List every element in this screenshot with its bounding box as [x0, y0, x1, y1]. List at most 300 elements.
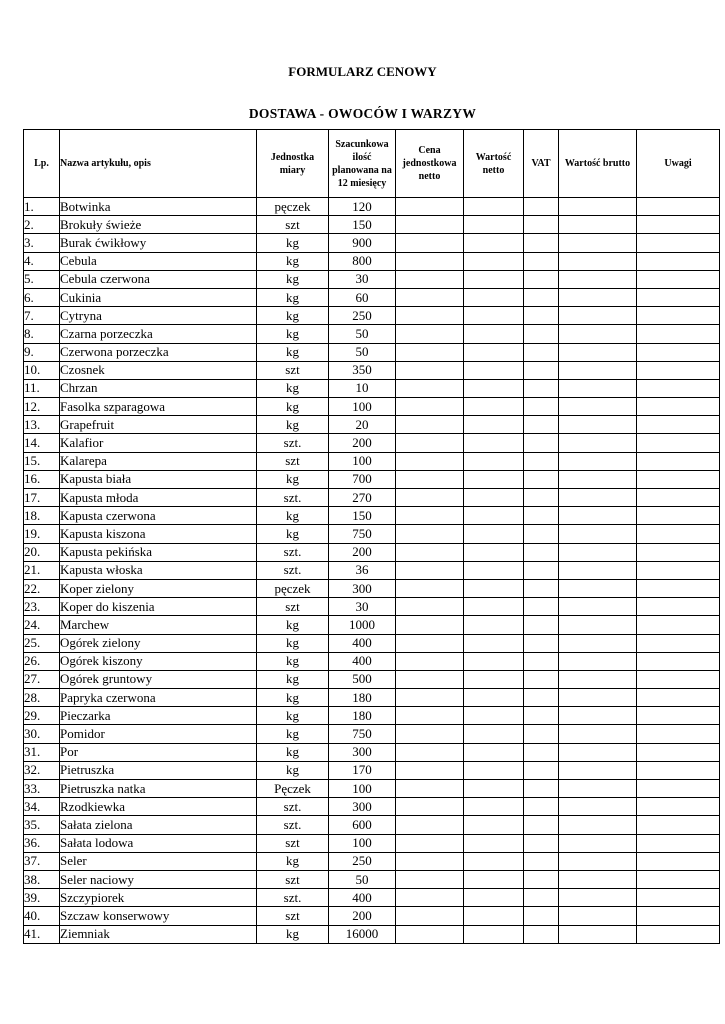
cell-notes — [637, 670, 720, 688]
cell-net — [464, 634, 524, 652]
cell-price — [396, 525, 464, 543]
cell-lp: 38. — [24, 870, 60, 888]
cell-vat — [524, 307, 559, 325]
cell-lp: 2. — [24, 216, 60, 234]
table-row — [24, 561, 720, 579]
header-qty: Szacunkowa ilość planowana na 12 miesięcy — [329, 130, 396, 198]
cell-price — [396, 634, 464, 652]
table-row — [24, 689, 720, 707]
cell-vat — [524, 634, 559, 652]
cell-unit: kg — [257, 525, 329, 543]
cell-gross — [559, 270, 637, 288]
cell-gross — [559, 780, 637, 798]
cell-name: Szczypiorek — [60, 889, 257, 907]
cell-name: Papryka czerwona — [60, 689, 257, 707]
cell-qty: 350 — [329, 361, 396, 379]
cell-name: Czarna porzeczka — [60, 325, 257, 343]
header-notes: Uwagi — [637, 130, 720, 198]
cell-unit: szt. — [257, 889, 329, 907]
cell-gross — [559, 689, 637, 707]
cell-lp: 9. — [24, 343, 60, 361]
cell-price — [396, 270, 464, 288]
cell-price — [396, 834, 464, 852]
cell-net — [464, 598, 524, 616]
cell-name: Fasolka szparagowa — [60, 398, 257, 416]
cell-unit: kg — [257, 288, 329, 306]
cell-gross — [559, 834, 637, 852]
cell-name: Ogórek gruntowy — [60, 670, 257, 688]
cell-gross — [559, 507, 637, 525]
cell-unit: szt. — [257, 434, 329, 452]
cell-notes — [637, 780, 720, 798]
cell-notes — [637, 743, 720, 761]
cell-vat — [524, 834, 559, 852]
cell-name: Sałata lodowa — [60, 834, 257, 852]
cell-unit: szt — [257, 216, 329, 234]
cell-name: Botwinka — [60, 198, 257, 216]
cell-notes — [637, 870, 720, 888]
cell-net — [464, 816, 524, 834]
cell-net — [464, 434, 524, 452]
cell-net — [464, 361, 524, 379]
cell-gross — [559, 216, 637, 234]
cell-qty: 50 — [329, 870, 396, 888]
cell-lp: 29. — [24, 707, 60, 725]
cell-notes — [637, 598, 720, 616]
cell-price — [396, 507, 464, 525]
cell-notes — [637, 725, 720, 743]
cell-name: Kapusta czerwona — [60, 507, 257, 525]
cell-name: Pietruszka natka — [60, 780, 257, 798]
cell-unit: szt. — [257, 816, 329, 834]
cell-gross — [559, 634, 637, 652]
cell-notes — [637, 852, 720, 870]
cell-notes — [637, 561, 720, 579]
cell-qty: 270 — [329, 489, 396, 507]
cell-net — [464, 307, 524, 325]
cell-vat — [524, 489, 559, 507]
cell-net — [464, 616, 524, 634]
cell-unit: kg — [257, 470, 329, 488]
cell-unit: szt — [257, 907, 329, 925]
cell-price — [396, 798, 464, 816]
cell-net — [464, 288, 524, 306]
cell-gross — [559, 598, 637, 616]
table-row — [24, 907, 720, 925]
cell-unit: szt — [257, 598, 329, 616]
cell-notes — [637, 925, 720, 943]
cell-gross — [559, 361, 637, 379]
cell-vat — [524, 434, 559, 452]
cell-price — [396, 689, 464, 707]
cell-vat — [524, 816, 559, 834]
cell-notes — [637, 216, 720, 234]
cell-notes — [637, 416, 720, 434]
cell-price — [396, 234, 464, 252]
cell-qty: 750 — [329, 725, 396, 743]
cell-price — [396, 470, 464, 488]
cell-price — [396, 307, 464, 325]
table-row — [24, 525, 720, 543]
table-row — [24, 852, 720, 870]
cell-notes — [637, 907, 720, 925]
cell-vat — [524, 361, 559, 379]
cell-unit: pęczek — [257, 579, 329, 597]
cell-unit: kg — [257, 507, 329, 525]
cell-unit: Pęczek — [257, 780, 329, 798]
cell-gross — [559, 561, 637, 579]
cell-price — [396, 361, 464, 379]
cell-qty: 100 — [329, 398, 396, 416]
cell-price — [396, 579, 464, 597]
table-row — [24, 652, 720, 670]
header-name: Nazwa artykułu, opis — [60, 130, 257, 198]
table-row — [24, 816, 720, 834]
table-row — [24, 634, 720, 652]
cell-price — [396, 670, 464, 688]
cell-price — [396, 889, 464, 907]
table-row — [24, 216, 720, 234]
cell-qty: 700 — [329, 470, 396, 488]
cell-name: Burak ćwikłowy — [60, 234, 257, 252]
table-row — [24, 270, 720, 288]
cell-net — [464, 761, 524, 779]
cell-unit: kg — [257, 379, 329, 397]
cell-gross — [559, 307, 637, 325]
cell-notes — [637, 889, 720, 907]
cell-unit: kg — [257, 234, 329, 252]
cell-net — [464, 725, 524, 743]
cell-net — [464, 798, 524, 816]
table-row — [24, 489, 720, 507]
cell-net — [464, 780, 524, 798]
cell-qty: 200 — [329, 907, 396, 925]
cell-lp: 35. — [24, 816, 60, 834]
cell-gross — [559, 525, 637, 543]
cell-lp: 36. — [24, 834, 60, 852]
cell-unit: kg — [257, 852, 329, 870]
cell-unit: szt. — [257, 561, 329, 579]
cell-name: Sałata zielona — [60, 816, 257, 834]
cell-unit: kg — [257, 270, 329, 288]
cell-vat — [524, 870, 559, 888]
cell-unit: kg — [257, 743, 329, 761]
cell-vat — [524, 379, 559, 397]
cell-gross — [559, 252, 637, 270]
cell-vat — [524, 780, 559, 798]
cell-lp: 12. — [24, 398, 60, 416]
cell-qty: 300 — [329, 579, 396, 597]
table-row — [24, 889, 720, 907]
cell-gross — [559, 198, 637, 216]
cell-vat — [524, 707, 559, 725]
cell-lp: 27. — [24, 670, 60, 688]
cell-price — [396, 216, 464, 234]
cell-net — [464, 507, 524, 525]
cell-unit: kg — [257, 343, 329, 361]
cell-qty: 150 — [329, 507, 396, 525]
cell-name: Brokuły świeże — [60, 216, 257, 234]
cell-net — [464, 907, 524, 925]
cell-notes — [637, 325, 720, 343]
cell-vat — [524, 889, 559, 907]
cell-price — [396, 198, 464, 216]
cell-qty: 60 — [329, 288, 396, 306]
cell-qty: 200 — [329, 543, 396, 561]
cell-name: Ogórek zielony — [60, 634, 257, 652]
table-row — [24, 761, 720, 779]
cell-name: Chrzan — [60, 379, 257, 397]
cell-gross — [559, 325, 637, 343]
cell-name: Kapusta młoda — [60, 489, 257, 507]
cell-qty: 30 — [329, 270, 396, 288]
cell-qty: 500 — [329, 670, 396, 688]
cell-price — [396, 652, 464, 670]
cell-unit: szt — [257, 834, 329, 852]
cell-net — [464, 889, 524, 907]
cell-name: Czerwona porzeczka — [60, 343, 257, 361]
cell-qty: 250 — [329, 852, 396, 870]
cell-gross — [559, 343, 637, 361]
cell-lp: 22. — [24, 579, 60, 597]
price-table — [23, 129, 720, 944]
cell-lp: 40. — [24, 907, 60, 925]
cell-qty: 200 — [329, 434, 396, 452]
cell-price — [396, 543, 464, 561]
cell-name: Cebula — [60, 252, 257, 270]
header-lp: Lp. — [24, 130, 60, 198]
cell-lp: 3. — [24, 234, 60, 252]
cell-gross — [559, 416, 637, 434]
cell-lp: 31. — [24, 743, 60, 761]
cell-notes — [637, 616, 720, 634]
cell-qty: 900 — [329, 234, 396, 252]
cell-price — [396, 325, 464, 343]
cell-vat — [524, 925, 559, 943]
cell-price — [396, 398, 464, 416]
cell-lp: 7. — [24, 307, 60, 325]
table-row — [24, 507, 720, 525]
cell-lp: 21. — [24, 561, 60, 579]
cell-lp: 20. — [24, 543, 60, 561]
cell-name: Koper zielony — [60, 579, 257, 597]
cell-lp: 1. — [24, 198, 60, 216]
cell-qty: 20 — [329, 416, 396, 434]
cell-vat — [524, 216, 559, 234]
cell-qty: 150 — [329, 216, 396, 234]
form-title: FORMULARZ CENOWY — [288, 64, 437, 79]
cell-lp: 37. — [24, 852, 60, 870]
cell-net — [464, 234, 524, 252]
cell-notes — [637, 707, 720, 725]
cell-notes — [637, 307, 720, 325]
cell-lp: 5. — [24, 270, 60, 288]
cell-unit: kg — [257, 761, 329, 779]
table-row — [24, 870, 720, 888]
table-row — [24, 707, 720, 725]
cell-notes — [637, 252, 720, 270]
cell-gross — [559, 852, 637, 870]
cell-lp: 4. — [24, 252, 60, 270]
cell-net — [464, 452, 524, 470]
cell-gross — [559, 798, 637, 816]
cell-lp: 14. — [24, 434, 60, 452]
table-row — [24, 616, 720, 634]
cell-vat — [524, 743, 559, 761]
cell-notes — [637, 761, 720, 779]
cell-qty: 300 — [329, 743, 396, 761]
cell-vat — [524, 343, 559, 361]
cell-notes — [637, 452, 720, 470]
cell-lp: 19. — [24, 525, 60, 543]
table-row — [24, 198, 720, 216]
table-row — [24, 780, 720, 798]
cell-lp: 15. — [24, 452, 60, 470]
cell-notes — [637, 343, 720, 361]
cell-notes — [637, 361, 720, 379]
cell-name: Cebula czerwona — [60, 270, 257, 288]
cell-qty: 100 — [329, 834, 396, 852]
cell-price — [396, 561, 464, 579]
cell-price — [396, 725, 464, 743]
cell-vat — [524, 270, 559, 288]
cell-net — [464, 252, 524, 270]
cell-lp: 30. — [24, 725, 60, 743]
cell-unit: szt. — [257, 798, 329, 816]
cell-gross — [559, 288, 637, 306]
cell-vat — [524, 543, 559, 561]
cell-lp: 16. — [24, 470, 60, 488]
cell-gross — [559, 761, 637, 779]
cell-name: Kapusta pekińska — [60, 543, 257, 561]
table-row — [24, 579, 720, 597]
cell-name: Kapusta kiszona — [60, 525, 257, 543]
table-row — [24, 307, 720, 325]
cell-lp: 33. — [24, 780, 60, 798]
cell-vat — [524, 798, 559, 816]
cell-price — [396, 489, 464, 507]
cell-gross — [559, 725, 637, 743]
cell-price — [396, 598, 464, 616]
cell-qty: 800 — [329, 252, 396, 270]
table-row — [24, 379, 720, 397]
cell-lp: 26. — [24, 652, 60, 670]
cell-unit: kg — [257, 252, 329, 270]
cell-qty: 180 — [329, 707, 396, 725]
cell-lp: 39. — [24, 889, 60, 907]
cell-notes — [637, 434, 720, 452]
cell-vat — [524, 761, 559, 779]
cell-name: Ogórek kiszony — [60, 652, 257, 670]
cell-price — [396, 870, 464, 888]
cell-net — [464, 525, 524, 543]
cell-vat — [524, 725, 559, 743]
cell-name: Marchew — [60, 616, 257, 634]
header-vat: VAT — [524, 130, 559, 198]
cell-name: Kapusta włoska — [60, 561, 257, 579]
cell-unit: szt — [257, 452, 329, 470]
cell-gross — [559, 616, 637, 634]
cell-name: Por — [60, 743, 257, 761]
table-row — [24, 725, 720, 743]
cell-gross — [559, 907, 637, 925]
cell-gross — [559, 743, 637, 761]
cell-qty: 30 — [329, 598, 396, 616]
cell-name: Cytryna — [60, 307, 257, 325]
cell-qty: 1000 — [329, 616, 396, 634]
cell-price — [396, 707, 464, 725]
cell-price — [396, 288, 464, 306]
cell-gross — [559, 579, 637, 597]
cell-notes — [637, 634, 720, 652]
cell-name: Pieczarka — [60, 707, 257, 725]
cell-net — [464, 925, 524, 943]
cell-unit: kg — [257, 616, 329, 634]
cell-net — [464, 325, 524, 343]
cell-gross — [559, 707, 637, 725]
cell-gross — [559, 925, 637, 943]
cell-notes — [637, 507, 720, 525]
cell-unit: kg — [257, 725, 329, 743]
cell-name: Ziemniak — [60, 925, 257, 943]
cell-net — [464, 579, 524, 597]
cell-qty: 16000 — [329, 925, 396, 943]
cell-price — [396, 434, 464, 452]
table-row — [24, 288, 720, 306]
cell-price — [396, 852, 464, 870]
cell-lp: 34. — [24, 798, 60, 816]
table-row — [24, 543, 720, 561]
cell-notes — [637, 198, 720, 216]
cell-lp: 25. — [24, 634, 60, 652]
table-row — [24, 325, 720, 343]
cell-lp: 23. — [24, 598, 60, 616]
cell-net — [464, 470, 524, 488]
table-row — [24, 398, 720, 416]
cell-net — [464, 852, 524, 870]
cell-unit: szt. — [257, 543, 329, 561]
cell-vat — [524, 252, 559, 270]
cell-net — [464, 652, 524, 670]
cell-qty: 600 — [329, 816, 396, 834]
cell-qty: 10 — [329, 379, 396, 397]
cell-vat — [524, 398, 559, 416]
cell-vat — [524, 234, 559, 252]
cell-unit: kg — [257, 689, 329, 707]
table-row — [24, 798, 720, 816]
cell-price — [396, 743, 464, 761]
cell-qty: 36 — [329, 561, 396, 579]
cell-gross — [559, 234, 637, 252]
cell-net — [464, 489, 524, 507]
table-row — [24, 252, 720, 270]
cell-vat — [524, 416, 559, 434]
cell-vat — [524, 561, 559, 579]
cell-vat — [524, 470, 559, 488]
cell-net — [464, 416, 524, 434]
cell-vat — [524, 507, 559, 525]
cell-qty: 250 — [329, 307, 396, 325]
cell-name: Szczaw konserwowy — [60, 907, 257, 925]
cell-net — [464, 216, 524, 234]
cell-gross — [559, 452, 637, 470]
cell-vat — [524, 579, 559, 597]
cell-net — [464, 743, 524, 761]
cell-net — [464, 379, 524, 397]
cell-unit: kg — [257, 925, 329, 943]
cell-name: Kalafior — [60, 434, 257, 452]
cell-price — [396, 379, 464, 397]
